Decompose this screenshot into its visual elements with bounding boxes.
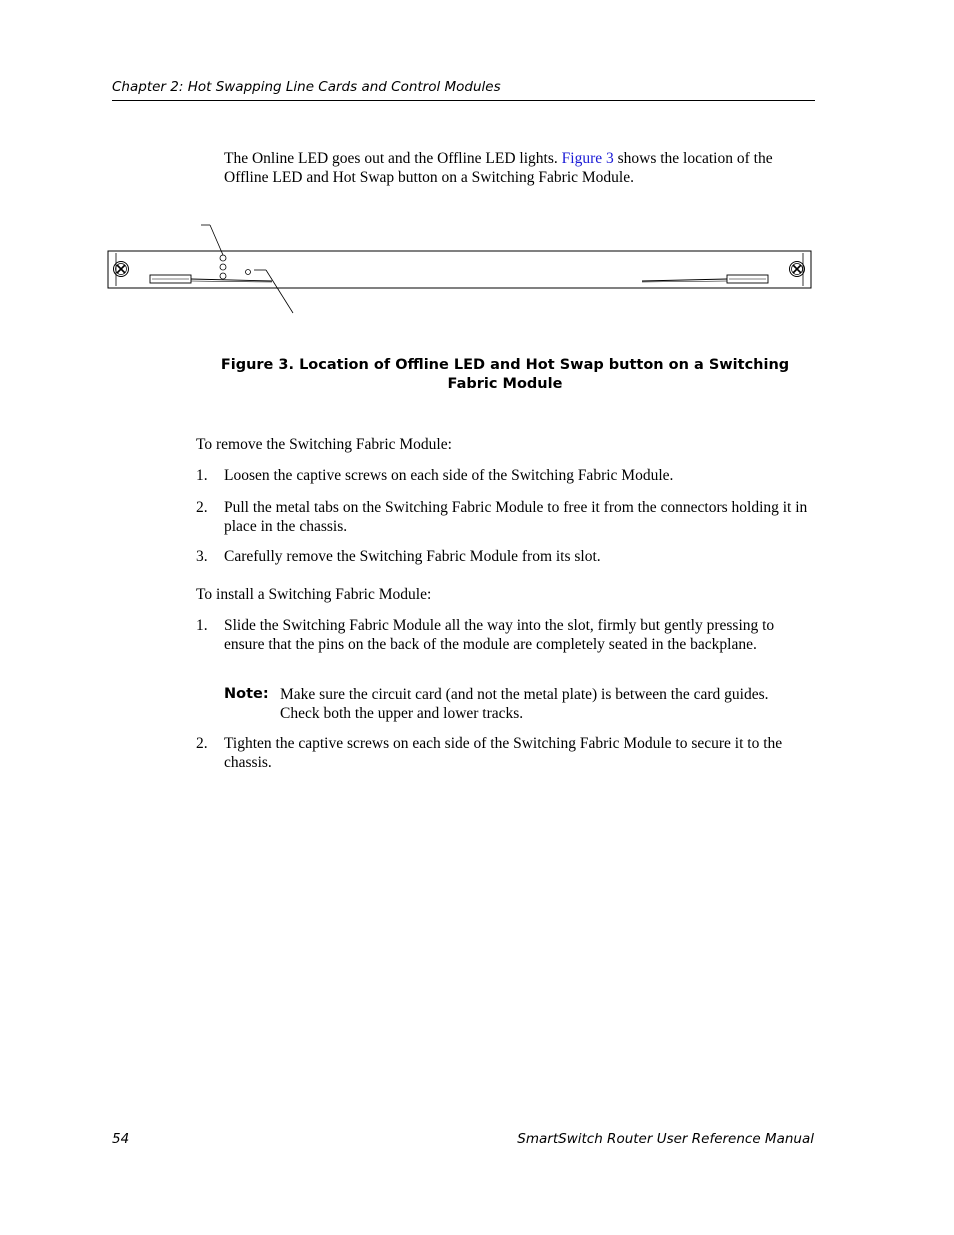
remove-lead: To remove the Switching Fabric Module: xyxy=(196,436,452,453)
hot-swap-button-icon xyxy=(246,270,251,275)
header-rule xyxy=(112,100,815,101)
install-step-2-number: 2. xyxy=(196,735,208,752)
install-lead: To install a Switching Fabric Module: xyxy=(196,586,432,603)
status-led-icon xyxy=(220,273,226,279)
left-metal-tab xyxy=(150,275,272,283)
figure-3-link[interactable]: Figure 3 xyxy=(561,150,614,167)
intro-paragraph xyxy=(224,149,814,187)
page-number: 54 xyxy=(112,1131,130,1147)
note-text: Make sure the circuit card (and not the metal plate) is between the card guides. Check both the upper and lower tracks. xyxy=(280,686,769,722)
online-led-icon xyxy=(220,255,226,261)
intro-text-before: The Online LED goes out and the Offline LED lights. xyxy=(224,150,562,167)
module-faceplate-diagram xyxy=(106,220,816,320)
hot-swap-callout-line xyxy=(266,270,293,313)
right-metal-tab xyxy=(642,275,768,283)
left-captive-screw-icon xyxy=(114,262,129,277)
remove-step-1-number: 1. xyxy=(196,467,208,484)
remove-step-2-number: 2. xyxy=(196,499,208,516)
switching-fabric-module-figure xyxy=(106,220,816,320)
remove-step-3-number: 3. xyxy=(196,548,208,565)
remove-step-2-text: Pull the metal tabs on the Switching Fabric Module to free it from the connectors holding it in place in the chassis. xyxy=(224,499,808,535)
right-captive-screw-icon xyxy=(790,262,805,277)
remove-step-3-text: Carefully remove the Switching Fabric Module from its slot. xyxy=(224,548,601,565)
note-label: Note: xyxy=(224,686,269,702)
install-step-1-text: Slide the Switching Fabric Module all the way into the slot, firmly but gently pressing to ensure that the pins on the back of the module are completely seated in the backplane. xyxy=(224,617,775,653)
intro-text-after: shows the location of the Offline LED and Hot Swap button on a Switching Fabric Module. xyxy=(224,150,773,186)
figure-caption: Figure 3. Location of Offline LED and Hot Swap button on a Switching Fabric Module xyxy=(220,357,790,392)
chapter-header: Chapter 2: Hot Swapping Line Cards and Control Modules xyxy=(112,79,501,95)
install-step-2-text: Tighten the captive screws on each side of the Switching Fabric Module to secure it to the chassis. xyxy=(224,735,783,771)
offline-led-icon xyxy=(220,264,226,270)
remove-step-1-text: Loosen the captive screws on each side of the Switching Fabric Module. xyxy=(224,467,674,484)
faceplate-outline xyxy=(108,251,811,288)
install-step-1-number: 1. xyxy=(196,617,208,634)
manual-title: SmartSwitch Router User Reference Manual xyxy=(517,1131,814,1147)
